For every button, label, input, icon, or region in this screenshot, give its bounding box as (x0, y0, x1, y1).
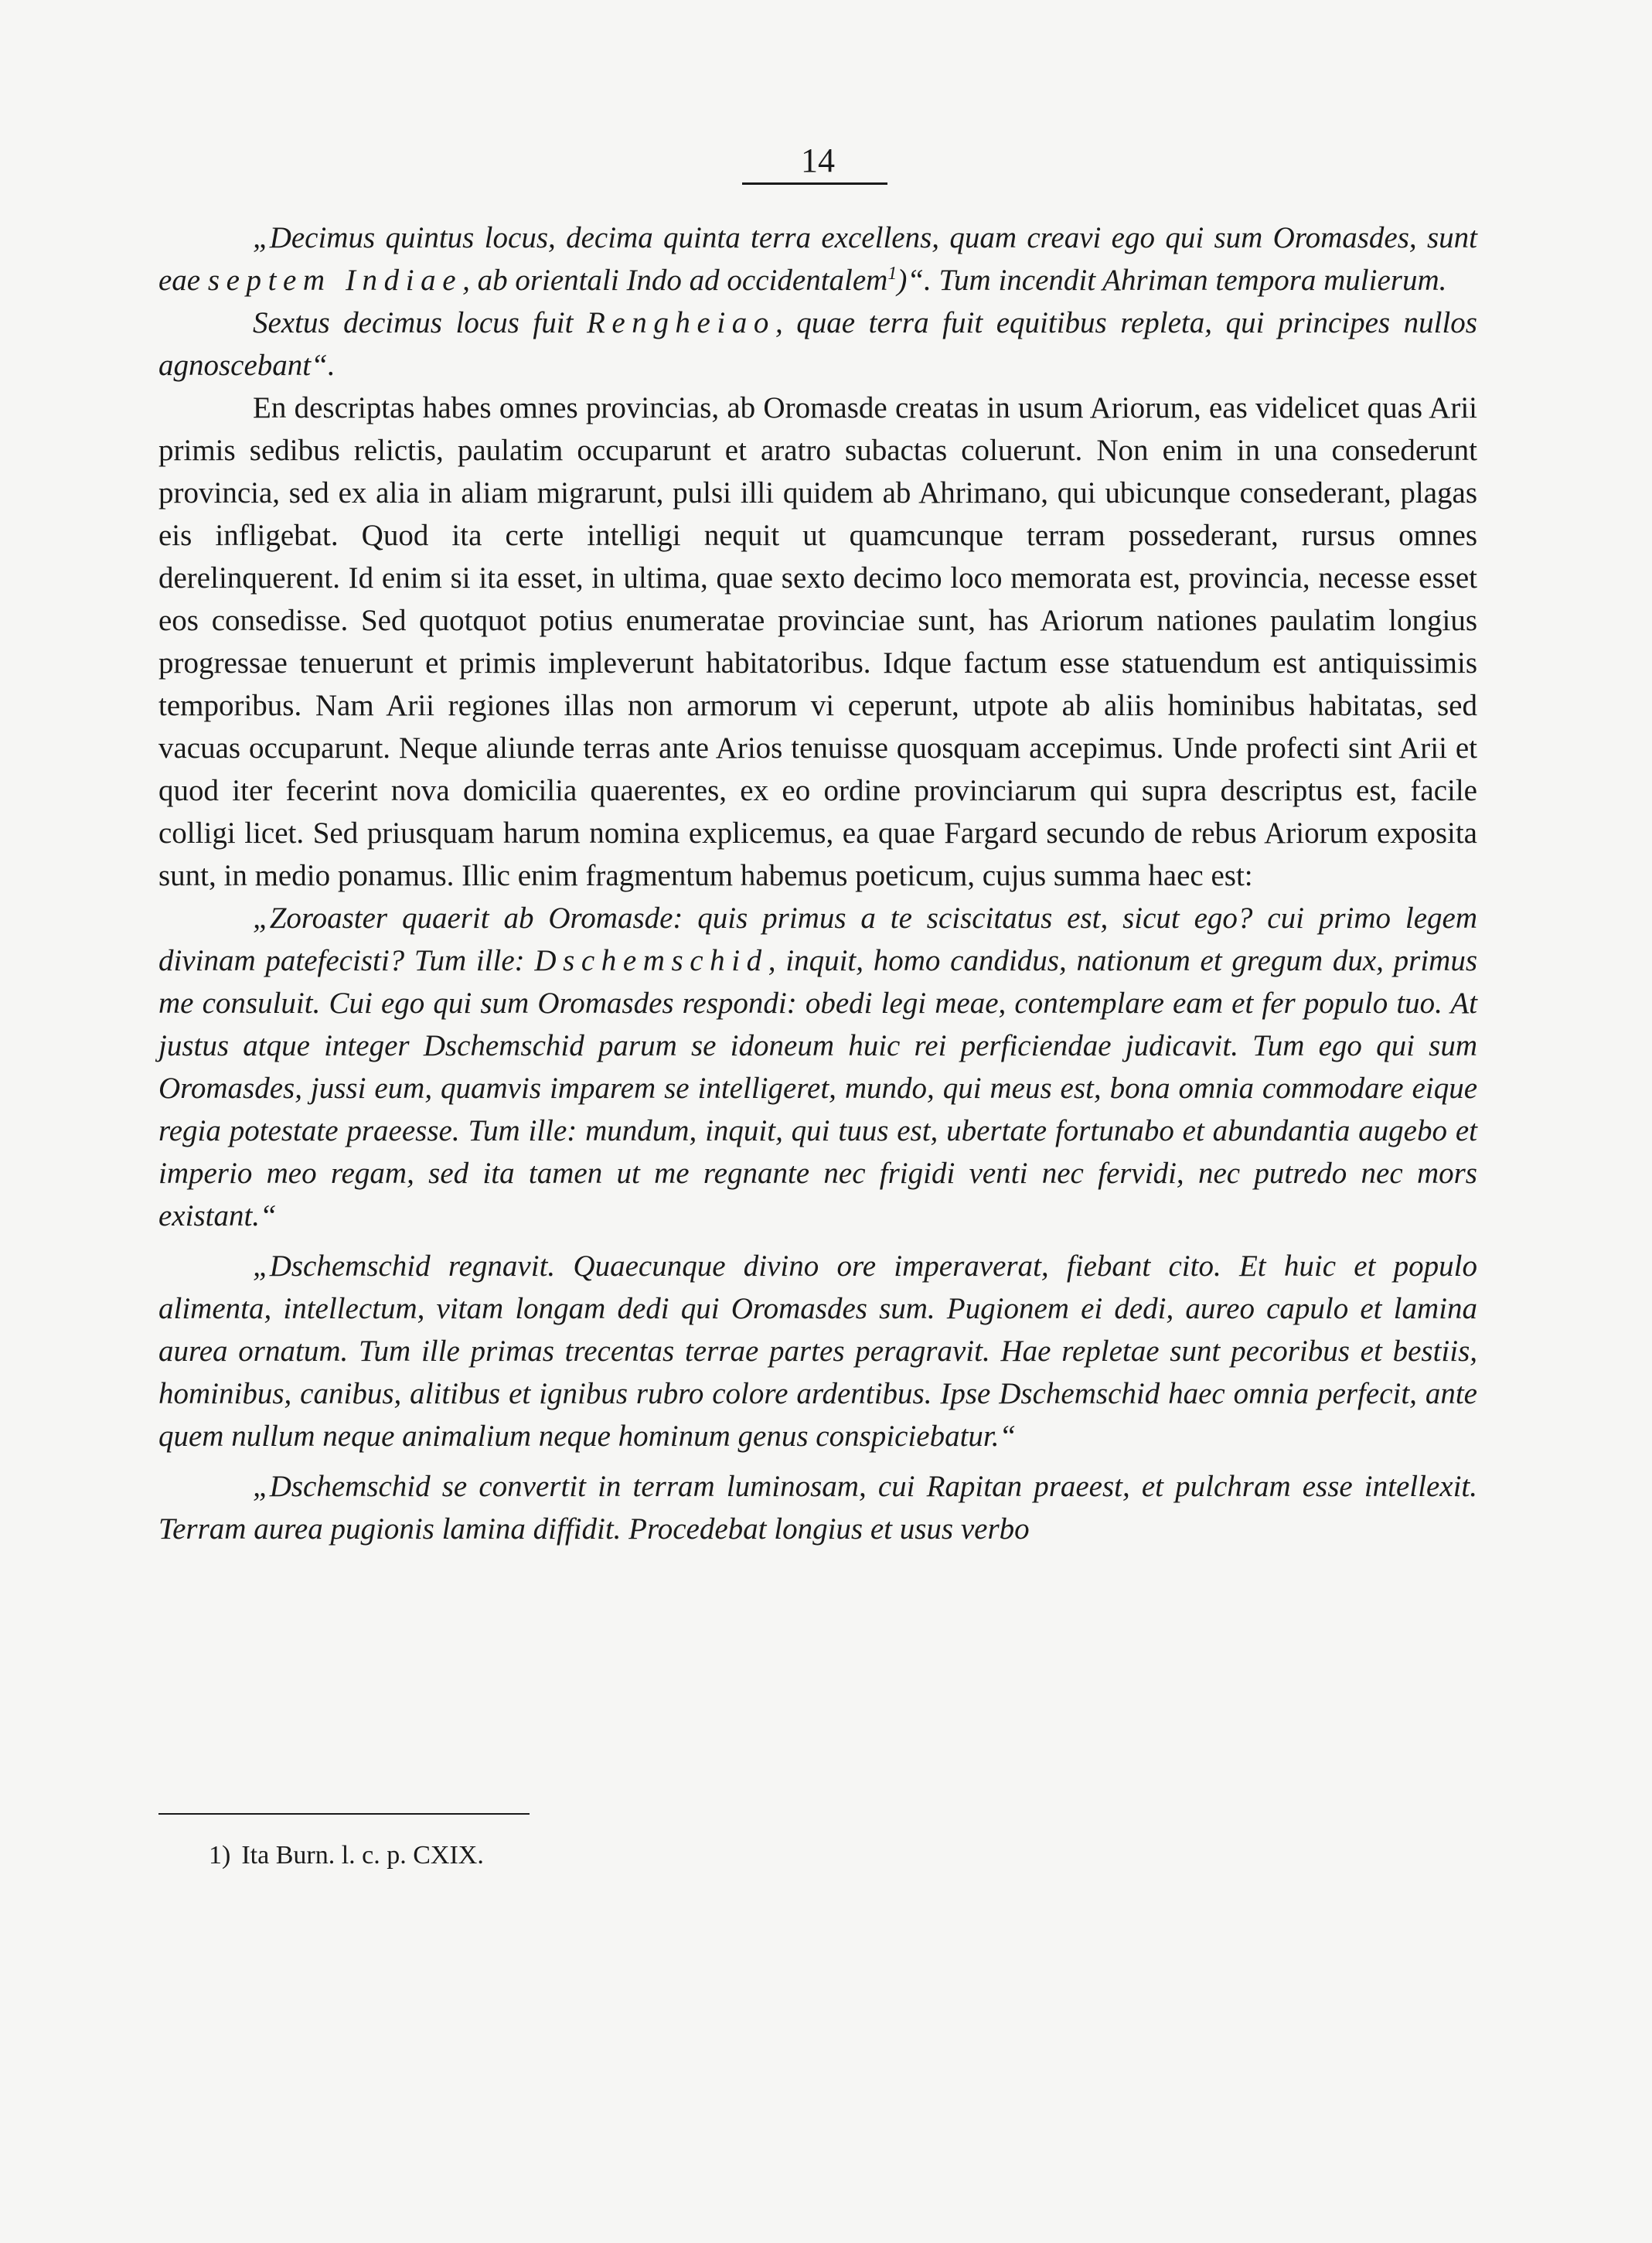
footnote-reference: 1 (887, 264, 898, 284)
page-number: 14 (801, 141, 835, 179)
footnote-marker: 1) (209, 1841, 231, 1870)
main-text (158, 216, 1477, 1550)
paragraph-6: „Dschemschid se convertit in terram luminosam, cui Rapitan praeest, et pulchram esse intellexit. Terram aurea pugionis lamina diffidit. Procedebat longius et usus verbo (158, 1470, 1477, 1546)
paragraph-5: „Dschemschid regnavit. Quaecunque divino ore imperaverat, fiebant cito. Et huic et populo alimenta, intellectum, vitam longam dedi qui Oromasdes sum. Pugionem ei dedi, aureo capulo et lamina aurea ornatum. Tum ille primas trecentas terrae partes peragravit. Hae repletae sunt pecoribus et bestiis, hominibus, canibus, alitibus et ignibus rubro colore ardentibus. Ipse Dschemschid haec omnia perfecit, ante quem nullum neque animalium neque hominum genus conspiciebatur.“ (158, 1249, 1477, 1453)
spaced-term-dschemschid: Dschemschid (534, 944, 768, 977)
spaced-term-septem-indiae: septem Indiae (207, 264, 463, 297)
paragraph-1 (158, 216, 1477, 302)
footnote-rule (158, 1813, 530, 1815)
paragraph-1-text-b: , ab orientali Indo ad occidentalem (462, 264, 888, 297)
paragraph-3: En descriptas habes omnes provincias, ab Oromasde creatas in usum Ariorum, eas videlicet quas Arii primis sedibus relictis, paulatim occuparunt et aratro subactas coluerunt. Non enim in una consederunt provincia, sed ex alia in aliam migrarunt, pulsi illi quidem ab Ahrimano, qui ubicunque consederant, plagas eis infligebat. Quod ita certe intelligi nequit ut quamcunque terram possederant, rursus omnes derelinquerent. Id enim si ita esset, in ultima, quae sexto decimo loco memorata est, provincia, necesse esset eos consedisse. Sed quotquot potius enumeratae provinciae sunt, has Ariorum nationes paulatim longius progressae tenuerunt et primis impleverunt habitatoribus. Idque factum esse statuendum est antiquissimis temporibus. Nam Arii regiones illas non armorum vi ceperunt, utpote ab aliis hominibus habitatas, sed vacuas occuparunt. Neque aliunde terras ante Arios tenuisse quosquam accepimus. Unde profecti sint Arii et quod iter fecerint nova domicilia quaerentes, ex eo ordine provinciarum qui supra descriptus est, facile colligi licet. Sed priusquam harum nomina explicemus, ea quae Fargard secundo de rebus Ariorum exposita sunt, in medio ponamus. Illic enim fragmentum habemus poeticum, cujus summa haec est: (158, 391, 1477, 892)
footnote (209, 1839, 484, 1873)
paragraph-4-text-a: „Zoroaster quaerit ab Oromasde: quis primus a te sciscitatus est, sicut ego? cui primo legem divinam patefecisti? Tum ille: (158, 902, 1477, 977)
paragraph-1-text-a: „Decimus quintus locus, decima quinta terra excellens, quam creavi ego qui sum Oromasdes, sunt eae (158, 221, 1477, 297)
paragraph-2 (158, 302, 1477, 387)
paragraph-4 (158, 897, 1477, 1237)
footnote-text: Ita Burn. l. c. p. CXIX. (241, 1841, 484, 1870)
spaced-term-rengheiao: Rengheiao (586, 306, 775, 339)
page-number-rule (742, 182, 887, 185)
paragraph-1-text-c: )“. Tum incendit Ahriman tempora mulierum. (897, 264, 1447, 297)
paragraph-4-text-b: , inquit, homo candidus, nationum et gregum dux, primus me consuluit. Cui ego qui sum Oromasdes respondi: obedi legi meae, contemplare eam et fer populo tuo. At justus atque integer Dschemschid parum se idoneum huic rei perficiendae judicavit. Tum ego qui sum Oromasdes, jussi eum, quamvis imparem se intelligeret, mundo, qui meus est, bona omnia commodare eique regia potestate praeesse. Tum ille: mundum, inquit, qui tuus est, ubertate fortunabo et abundantia augebo et imperio meo regam, sed ita tamen ut me regnante nec frigidi venti nec fervidi, nec putredo nec mors existant.“ (158, 944, 1478, 1232)
paragraph-2-text-a: Sextus decimus locus fuit (253, 306, 587, 339)
paragraph-2-text-b: , quae terra fuit equitibus repleta, qui principes nullos agnoscebant“. (158, 306, 1477, 382)
